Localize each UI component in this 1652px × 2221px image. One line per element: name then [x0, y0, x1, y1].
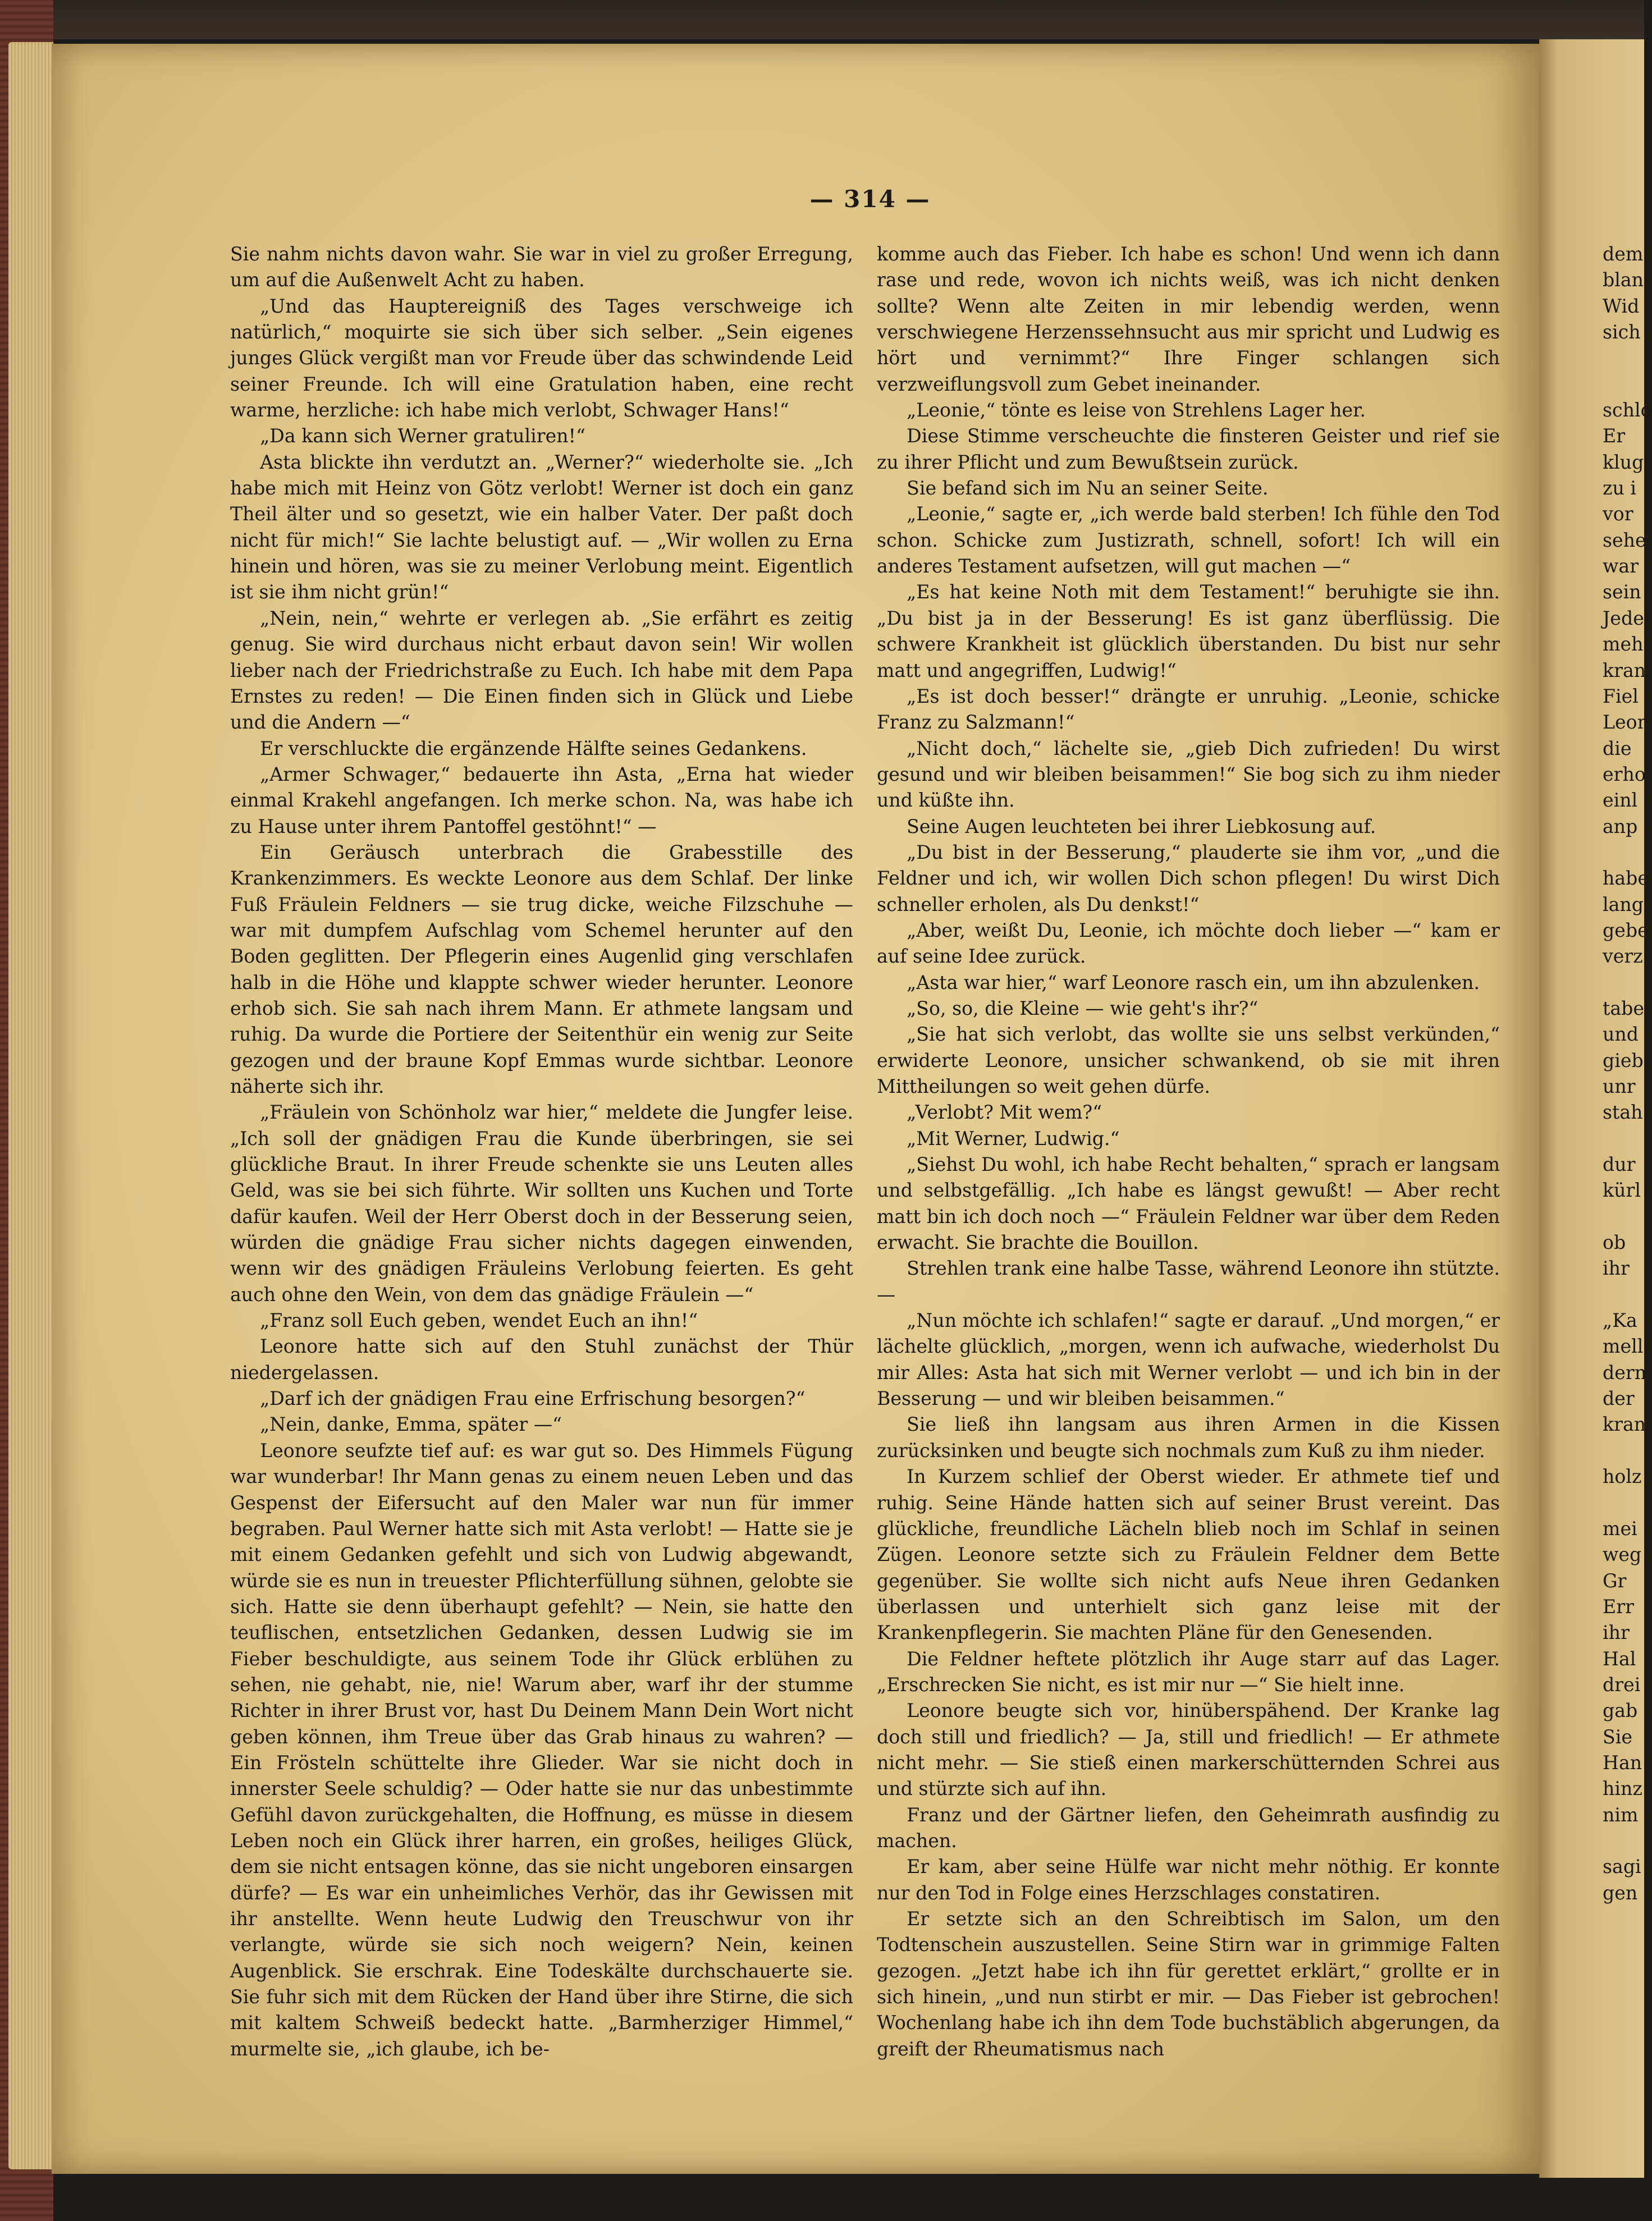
fragment-line — [1603, 1828, 1642, 1854]
fragment-line — [1603, 1126, 1642, 1152]
fragment-line: unr — [1603, 1075, 1636, 1097]
paragraph: Ein Geräusch unterbrach die Grabesstille des Krankenzimmers. Es weckte Leonore aus dem Schlaf. Der linke Fuß Fräulein Feldners — sie trug dicke, weiche Filzschuhe — war mit dumpfem Aufschlag vom Schemel herunter auf den Boden geglitten. Der Pflegerin eines Augenlid ging verschlafen halb in die Höhe und klappte schwer wieder herunter. Leonore erhob sich. Sie sah nach ihrem Mann. Er athmete langsam und ruhig. Da wurde die Portiere der Seitenthür ein wenig zur Seite gezogen und der braune Kopf Emmas wurde sichtbar. Leonore näherte sich ihr. — [230, 841, 853, 1097]
paragraph: Asta blickte ihn verdutzt an. „Werner?“ wiederholte sie. „Ich habe mich mit Heinz von Götz verlobt! Werner ist doch ein ganz Theil älter und so gesetzt, wie ein halber Vater. Der paßt doch nicht für mich!“ Sie lachte belustigt auf. — „Wir wollen zu Erna hinein und hören, was sie zu meiner Verlobung meint. Eigentlich ist sie ihm nicht grün!“ — [230, 451, 853, 603]
paragraph: Leonore beugte sich vor, hinüberspähend. Der Kranke lag doch still und friedlich? — Ja, still und friedlich! — Er athmete nicht mehr. — Sie stieß einen markerschütternden Schrei aus und stürzte sich auf ihn. — [877, 1700, 1500, 1800]
right-text-column — [877, 241, 1500, 2062]
fragment-line: Gr — [1603, 1569, 1627, 1592]
paragraph: „Und das Hauptereigniß des Tages verschweige ich natürlich,“ moquirte sie sich über sich selber. „Sein eigenes junges Glück vergißt man vor Freude über das schwindende Leid seiner Freunde. Ich will eine Gratulation haben, eine recht warme, herzliche: ich habe mich verlobt, Schwager Hans!“ — [230, 295, 853, 422]
fragment-line: stah — [1603, 1101, 1643, 1124]
fragment-line: sich — [1603, 321, 1641, 344]
fragment-line: gen — [1603, 1881, 1638, 1904]
paragraph: „Asta war hier,“ warf Leonore rasch ein, um ihn abzulenken. — [907, 971, 1480, 993]
paragraph: „Da kann sich Werner gratuliren!“ — [260, 425, 585, 447]
fragment-line: anp — [1603, 815, 1638, 837]
paragraph: „Leonie,“ tönte es leise von Strehlens Lager her. — [907, 399, 1366, 422]
fragment-line: mell — [1603, 1335, 1644, 1358]
paragraph: Er setzte sich an den Schreibtisch im Salon, um den Todtenschein auszustellen. Seine Stirn war in grimmige Falten gezogen. „Jetzt habe ich ihn für gerettet erklärt,“ grollte er in sich hinein, „und nun stirbt er mir. — Das Fieber ist gebrochen! Wochenlang habe ich ihn dem Tode buchstäblich abgerungen, da greift der Rheumatismus nach — [877, 1908, 1500, 2060]
fragment-line: kürl — [1603, 1179, 1641, 1202]
fragment-line: Jede — [1603, 607, 1644, 629]
fragment-line: Han — [1603, 1751, 1642, 1774]
fragment-line: mei — [1603, 1517, 1637, 1540]
fragment-line: gieb — [1603, 1049, 1644, 1071]
paragraph: „Leonie,“ sagte er, „ich werde bald sterben! Ich fühle den Tod schon. Schicke zum Justizrath, schnell, sofort! Ich will ein anderes Testament aufsetzen, will gut machen —“ — [877, 503, 1500, 578]
fragment-line: weg — [1603, 1544, 1642, 1566]
paragraph: Seine Augen leuchteten bei ihrer Liebkosung auf. — [907, 815, 1376, 837]
fragment-line: Leon — [1603, 711, 1650, 734]
paragraph: Franz und der Gärtner liefen, den Geheimrath ausfindig zu machen. — [877, 1803, 1500, 1852]
paragraph: „So, so, die Kleine — wie geht's ihr?“ — [907, 997, 1259, 1019]
fragment-line: Wid — [1603, 295, 1640, 317]
fragment-line: schlo — [1603, 399, 1652, 422]
paragraph: Diese Stimme verscheuchte die finsteren Geister und rief sie zu ihrer Pflicht und zum Bewußtsein zurück. — [877, 425, 1500, 473]
paragraph: „Verlobt? Mit wem?“ — [907, 1101, 1102, 1124]
fragment-line: ihr — [1603, 1257, 1630, 1280]
fragment-line: Er — [1603, 425, 1626, 447]
fragment-line — [1603, 1204, 1642, 1230]
fragment-line: die — [1603, 737, 1632, 759]
fragment-line: habe — [1603, 867, 1649, 890]
page-number: — 314 — — [809, 185, 931, 213]
paragraph: Strehlen trank eine halbe Tasse, während Leonore ihn stützte. — — [877, 1257, 1500, 1306]
fragment-line: war — [1603, 555, 1639, 578]
paragraph: Leonore hatte sich auf den Stuhl zunächst der Thür niedergelassen. — [230, 1335, 853, 1384]
fragment-line: Fiel — [1603, 685, 1639, 707]
paragraph: „Franz soll Euch geben, wendet Euch an ihn!“ — [260, 1309, 698, 1332]
fragment-line — [1603, 1282, 1642, 1308]
paragraph: „Du bist in der Besserung,“ plauderte sie ihm vor, „und die Feldner und ich, wir wollen Dich schon pflegen! Du wirst Dich schneller erholen, als Du denkst!“ — [877, 841, 1500, 915]
paragraph: „Mit Werner, Ludwig.“ — [907, 1127, 1120, 1150]
fragment-line: holz — [1603, 1466, 1642, 1488]
fragment-line: lang — [1603, 893, 1644, 915]
paragraph: komme auch das Fieber. Ich habe es schon! Und wenn ich dann rase und rede, wovon ich nichts weiß, was ich nicht denken sollte? Wenn alte Zeiten in mir lebendig werden, wenn verschwiegene Herzenssehnsucht aus mir spricht und Ludwig es hört und vernimmt?“ Ihre Finger schlangen sich verzweiflungsvoll zum Gebet ineinander. — [877, 243, 1500, 395]
paragraph: „Siehst Du wohl, ich habe Recht behalten,“ sprach er langsam und selbstgefällig. „Ich habe es längst gewußt! — Aber recht matt bin ich doch noch —“ Fräulein Feldner war über dem Reden erwacht. Sie brachte die Bouillon. — [877, 1153, 1500, 1254]
paragraph: „Fräulein von Schönholz war hier,“ meldete die Jungfer leise. „Ich soll der gnädigen Frau die Kunde überbringen, sie sei glückliche Braut. In ihrer Freude schenkte sie uns Leuten alles Geld, was sie bei sich führte. Wir sollten uns Kuchen und Torte dafür kaufen. Weil der Herr Oberst doch in der Besserung seien, würden die gnädige Frau sicher nichts dagegen einwenden, wenn wir des gnädigen Fräuleins Verlobung feierten. Es geht auch ohne den Wein, von dem das gnädige Fräulein —“ — [230, 1101, 853, 1306]
fragment-line — [1603, 345, 1642, 371]
fragment-line: sehe — [1603, 529, 1646, 551]
fragment-line — [1603, 970, 1642, 996]
fragment-line: kran — [1603, 659, 1646, 681]
paragraph: Er kam, aber seine Hülfe war nicht mehr nöthig. Er konnte nur den Tod in Folge eines Herzschlages constatiren. — [877, 1856, 1500, 1904]
fragment-line: Err — [1603, 1595, 1634, 1618]
paragraph: „Sie hat sich verlobt, das wollte sie uns selbst verkünden,“ erwiderte Leonore, unsicher schwankend, ob sie mit ihren Mittheilungen so weit gehen dürfe. — [877, 1023, 1500, 1097]
fragment-line: dem — [1603, 243, 1644, 265]
paragraph: „Nun möchte ich schlafen!“ sagte er darauf. „Und morgen,“ er lächelte glücklich, „morgen, wenn ich aufwache, wiederholst Du mir Alles: Asta hat sich mit Werner verlobt — und ich bin in der Besserung — und wir bleiben beisammen.“ — [877, 1309, 1500, 1410]
fragment-line: blan — [1603, 269, 1644, 291]
fragment-line: und — [1603, 1023, 1639, 1046]
fragment-line: kran — [1603, 1413, 1646, 1436]
fragment-line: der — [1603, 1387, 1635, 1410]
fragment-line: vor — [1603, 503, 1633, 525]
fragment-line: Hal — [1603, 1647, 1636, 1670]
fragment-line — [1603, 372, 1642, 397]
paragraph: „Nein, danke, Emma, später —“ — [260, 1413, 562, 1436]
fragment-line: meh — [1603, 633, 1644, 656]
facing-page-text-fragments — [1603, 241, 1652, 1906]
paragraph: „Armer Schwager,“ bedauerte ihn Asta, „Erna hat wieder einmal Krakehl angefangen. Ich merke schon. Na, was habe ich zu Hause unter ihrem Pantoffel gestöhnt!“ — — [230, 763, 853, 837]
fragment-line: „Ka — [1603, 1309, 1637, 1332]
fragment-line: tabe — [1603, 997, 1645, 1019]
fragment-line: dur — [1603, 1153, 1636, 1176]
fragment-line — [1603, 1438, 1642, 1464]
fragment-line: Sie — [1603, 1725, 1632, 1748]
fragment-line: klug — [1603, 451, 1644, 473]
fragment-line: gab — [1603, 1700, 1638, 1722]
paragraph: „Nein, nein,“ wehrte er verlegen ab. „Sie erfährt es zeitig genug. Sie wird durchaus nicht erbaut davon sein! Wir wollen lieber nach der Friedrichstraße zu Euch. Ich habe mit dem Papa Ernstes zu reden! — Die Einen finden sich in Glück und Liebe und die Andern —“ — [230, 607, 853, 734]
fragment-line: hinz — [1603, 1778, 1642, 1800]
fragment-line — [1603, 1490, 1642, 1516]
fragment-line: sagi — [1603, 1856, 1641, 1878]
paragraph: Leonore seufzte tief auf: es war gut so. Des Himmels Fügung war wunderbar! Ihr Mann genas zu einem neuen Leben und das Gespenst der Eifersucht auf den Maler war nun für immer begraben. Paul Werner hatte sich mit Asta verlobt! — Hatte sie je mit einem Gedanken gefehlt und sich von Ludwig abgewandt, würde sie es nun in treuester Pflichterfüllung sühnen, gelobte sie sich. Hatte sie denn überhaupt gefehlt? — Nein, sie hatte den teuflischen, entsetzlichen Gedanken, dessen Ludwig sie im Fieber beschuldigte, aus seinem Tode ihr Glück erblühen zu sehen, nie gehabt, nie, nie! Warum aber, warf ihr der stumme Richter in ihrer Brust vor, hast Du Deinem Mann Dein Wort nicht geben können, ihm Treue über das Grab hinaus zu wahren? — Ein Frösteln schüttelte ihre Glieder. War sie nicht doch in innerster Seele schuldig? — Oder hatte sie nur das unbestimmte Gefühl davon zurückgehalten, die Hoffnung, es müsse in diesem Leben noch ein Glück ihrer harren, ein großes, heiliges Glück, dem sie nicht entsagen könne, das sie nicht ungeboren einsargen dürfe? — Es war ein unheimliches Verhör, das ihr Gewissen mit ihr anstellte. Wenn heute Ludwig den Treuschwur von ihr verlangte, würde sie sich noch weigern? Nein, keinen Augenblick. Sie erschrak. Eine Todeskälte durchschauerte sie. Sie fuhr sich mit dem Rücken der Hand über ihre Stirne, die sich mit kaltem Schweiß bedeckt hatte. „Barmherziger Himmel,“ murmelte sie, „ich glaube, ich be- — [230, 1439, 853, 2060]
paragraph: „Es ist doch besser!“ drängte er unruhig. „Leonie, schicke Franz zu Salzmann!“ — [877, 685, 1500, 734]
fragment-line: nim — [1603, 1803, 1639, 1826]
fragment-line: gebe — [1603, 919, 1649, 941]
fragment-line: ob — [1603, 1231, 1626, 1254]
fragment-line — [1603, 840, 1642, 865]
fragment-line: erho — [1603, 763, 1646, 785]
fragment-line: sein — [1603, 581, 1641, 603]
paragraph: In Kurzem schlief der Oberst wieder. Er athmete tief und ruhig. Seine Hände hatten sich auf seiner Brust vereint. Das glückliche, freundliche Lächeln blieb noch im Schlaf in seinen Zügen. Leonore setzte sich zu Fräulein Feldner dem Bette gegenüber. Sie wollte sich nicht aufs Neue ihren Gedanken überlassen und unterhielt sich ganz leise mit der Krankenpflegerin. Sie machten Pläne für den Genesenden. — [877, 1466, 1500, 1644]
paragraph: Sie befand sich im Nu an seiner Seite. — [907, 477, 1269, 500]
paragraph: Er verschluckte die ergänzende Hälfte seines Gedankens. — [260, 737, 807, 759]
fragment-line: ihr — [1603, 1622, 1630, 1644]
fragment-line: dern — [1603, 1361, 1647, 1384]
book-top-edge — [0, 0, 1644, 39]
paragraph: „Es hat keine Noth mit dem Testament!“ beruhigte sie ihn. „Du bist ja in der Besserung! Es ist ganz überflüssig. Die schwere Krankheit ist glücklich überstanden. Du bist nur sehr matt und angegriffen, Ludwig!“ — [877, 581, 1500, 681]
left-text-column — [230, 241, 853, 2062]
fragment-line: zu i — [1603, 477, 1637, 500]
fragment-line: einl — [1603, 789, 1638, 812]
paragraph: „Darf ich der gnädigen Frau eine Erfrischung besorgen?“ — [260, 1387, 806, 1410]
paragraph: Sie ließ ihn langsam aus ihren Armen in die Kissen zurücksinken und beugte sich nochmals zum Kuß zu ihm nieder. — [877, 1413, 1500, 1462]
paragraph: Sie nahm nichts davon wahr. Sie war in viel zu großer Erregung, um auf die Außenwelt Acht zu haben. — [230, 243, 853, 291]
fragment-line: drei — [1603, 1673, 1641, 1696]
paragraph: „Nicht doch,“ lächelte sie, „gieb Dich zufrieden! Du wirst gesund und wir bleiben beisammen!“ Sie bog sich zu ihm nieder und küßte ihn. — [877, 737, 1500, 812]
page-stack-edge — [8, 42, 53, 2169]
paragraph: Die Feldner heftete plötzlich ihr Auge starr auf das Lager. „Erschrecken Sie nicht, es ist mir nur —“ Sie hielt inne. — [877, 1647, 1500, 1696]
fragment-line: verz — [1603, 945, 1643, 968]
paragraph: „Aber, weißt Du, Leonie, ich möchte doch lieber —“ kam er auf seine Idee zurück. — [877, 919, 1500, 968]
